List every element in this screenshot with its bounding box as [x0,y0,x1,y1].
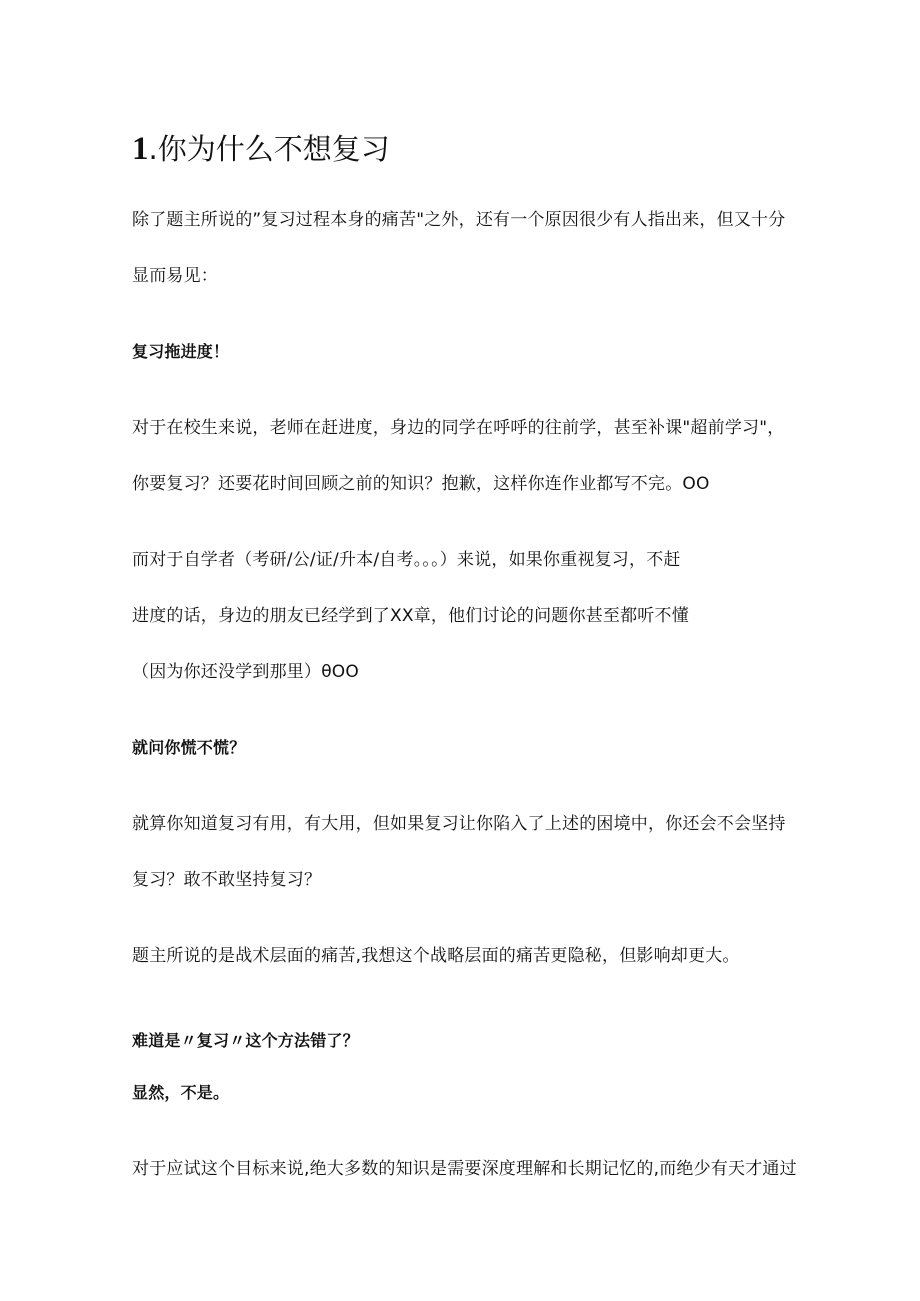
paragraph-selflearners-line-3: （因为你还没学到那里）θOO [132,662,359,682]
subheading-panic: 就问你慌不慌？ [132,738,246,757]
paragraph-students-line-1: 对于在校生来说，老师在赶进度，身边的同学在呼呼的往前学，甚至补课"超前学习"， [132,418,785,438]
paragraph-students-line-2: 你要复习？还要花时间回顾之前的知识？抱歉，这样你连作业都写不完。OO [132,474,710,494]
paragraph-selflearners-line-1: 而对于自学者（考研/公/证/升本/自考。。。）来说，如果你重视复习，不赶 [132,550,681,570]
paragraph-intro-line-1: 除了题主所说的”复习过程本身的痛苦"之外，还有一个原因很少有人指出来，但又十分 [132,210,786,230]
paragraph-persist-line-1: 就算你知道复习有用，有大用，但如果复习让你陷入了上述的困境中，你还会不会坚持 [132,814,786,834]
paragraph-exam-line-1: 对于应试这个目标来说,绝大多数的知识是需要深度理解和长期记忆的,而绝少有天才通过 [132,1159,797,1179]
heading-number: 1 [132,131,149,167]
subheading-method-wrong: 难道是〃复习〃这个方法错了？ [132,1031,359,1050]
subheading-obviously-not: 显然，不是。 [132,1083,230,1102]
paragraph-selflearners-line-2: 进度的话，身边的朋友已经学到了XX章，他们讨论的问题你甚至都听不懂 [132,606,689,626]
paragraph-strategy-line-1: 题主所说的是战术层面的痛苦,我想这个战略层面的痛苦更隐秘，但影响却更大。 [132,946,740,966]
subheading-progress: 复习拖进度！ [132,342,230,361]
section-heading [132,126,390,177]
paragraph-intro-line-2: 显而易见： [132,266,218,286]
heading-text: .你为什么不想复习 [148,132,390,166]
paragraph-persist-line-2: 复习？敢不敢坚持复习？ [132,870,322,890]
